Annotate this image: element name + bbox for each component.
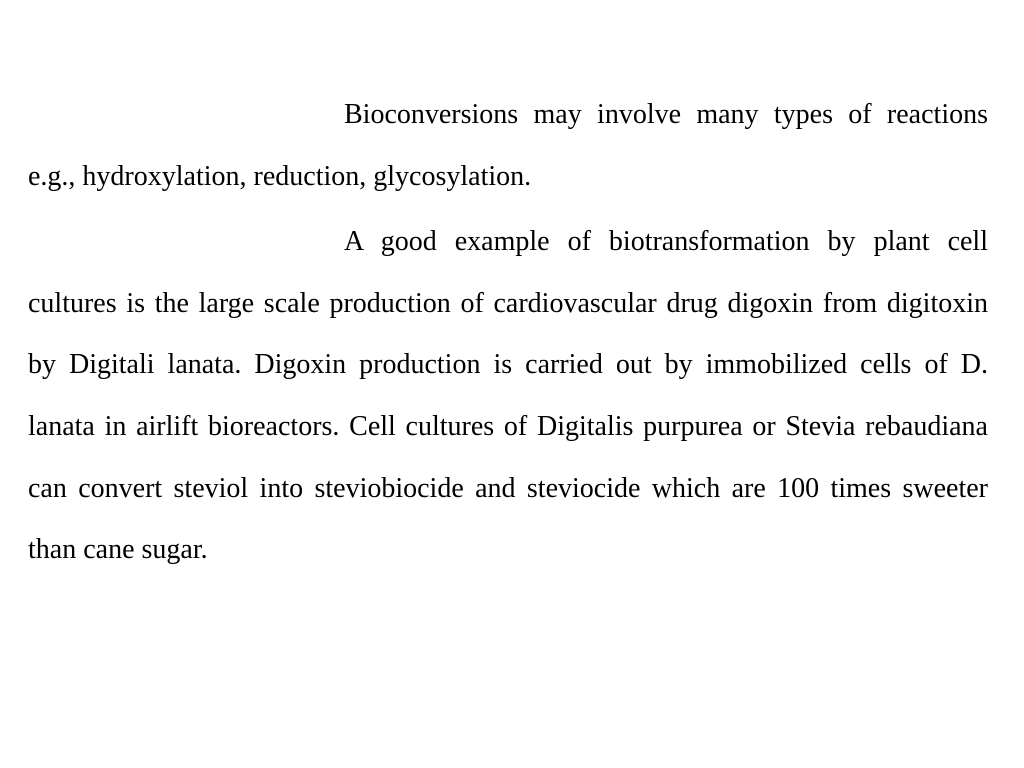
paragraph-bioconversions: Bioconversions may involve many types of reactions e.g., hydroxylation, reduction, glycosylation.	[28, 99, 988, 192]
slide-body	[28, 84, 988, 581]
paragraph-biotransformation-example: A good example of biotransformation by plant cell cultures is the large scale production of cardiovascular drug digoxin from digitoxin by Digitali lanata. Digoxin production is carried out by immobilized cells of D. lanata in airlift bioreactors. Cell cultures of Digitalis purpurea or Stevia rebaudiana can convert steviol into steviobiocide and steviocide which are 100 times sweeter than cane sugar.	[28, 226, 988, 566]
